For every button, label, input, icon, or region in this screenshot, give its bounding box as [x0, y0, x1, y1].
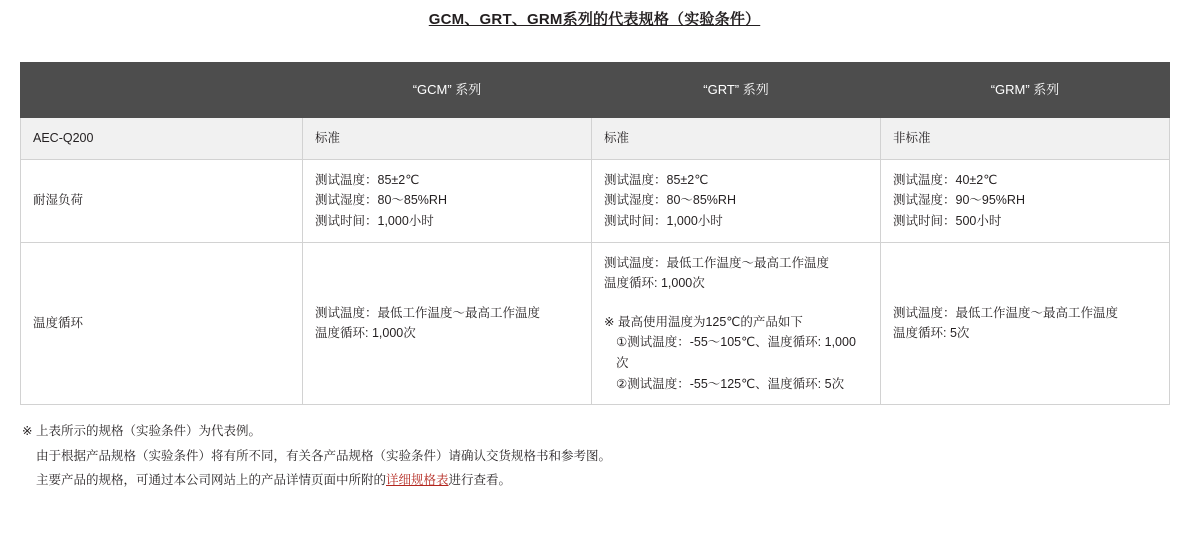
footnote-text-after: 进行查看。	[448, 473, 512, 487]
cell-text: 非标准	[893, 131, 931, 145]
table-row	[21, 118, 1170, 160]
cell-text: 测试温度：最低工作温度〜最高工作温度	[893, 305, 1119, 320]
table-header-row	[21, 63, 1170, 118]
note-item-1: ①测试温度：-55〜105℃、温度循环: 1,000次	[616, 335, 856, 370]
cell-note	[604, 312, 868, 395]
table-header	[21, 63, 1170, 118]
cell-text: 测试温度：最低工作温度〜最高工作温度	[604, 255, 830, 270]
cell-humidity-grm	[881, 159, 1170, 242]
cell-text: 标准	[604, 131, 630, 145]
cell-cycle-gcm	[303, 242, 592, 405]
footnote-line-1: ※ 上表所示的规格（实验条件）为代表例。	[22, 424, 261, 439]
row-label-aec: AEC-Q200	[21, 118, 303, 160]
cell-text: 测试时间：500小时	[893, 213, 1002, 228]
row-label-humidity-load: 耐湿负荷	[21, 159, 303, 242]
cell-text: 标准	[315, 131, 341, 145]
cell-cycle-grm	[881, 242, 1170, 405]
cell-aec-grt	[592, 118, 881, 160]
cell-text: 温度循环: 1,000次	[315, 326, 416, 341]
row-label-thermal-cycle: 温度循环	[21, 242, 303, 405]
cell-text: 测试湿度：90〜95%RH	[893, 193, 1025, 208]
cell-humidity-gcm	[303, 159, 592, 242]
cell-text: 测试温度：最低工作温度〜最高工作温度	[315, 305, 541, 320]
footnotes	[22, 419, 1169, 492]
column-header-grt: “GRT” 系列	[592, 63, 881, 118]
note-item-2: ②测试温度：-55〜125℃、温度循环: 5次	[616, 376, 845, 391]
cell-humidity-grt	[592, 159, 881, 242]
table-body	[21, 118, 1170, 405]
cell-text: 测试温度：40±2℃	[893, 172, 998, 187]
cell-aec-grm	[881, 118, 1170, 160]
cell-aec-gcm	[303, 118, 592, 160]
table-row	[21, 159, 1170, 242]
footnote-line-2: 由于根据产品规格（实验条件）将有所不同，有关各产品规格（实验条件）请确认交货规格书和参考图。	[36, 448, 612, 463]
cell-text: 温度循环: 5次	[893, 326, 970, 341]
cell-text: 测试湿度：80〜85%RH	[604, 193, 736, 208]
cell-text: 测试湿度：80〜85%RH	[315, 193, 447, 208]
spec-table-wrapper	[20, 62, 1169, 405]
column-header-gcm: “GCM” 系列	[303, 63, 592, 118]
table-row	[21, 242, 1170, 405]
footnote-text-before: 主要产品的规格，可通过本公司网站上的产品详情页面中所附的	[36, 473, 387, 487]
page-title: GCM、GRT、GRM系列的代表规格（实验条件）	[428, 11, 761, 28]
detailed-spec-link[interactable]: 详细规格表	[386, 473, 449, 487]
spec-table	[20, 62, 1170, 405]
column-header-blank	[21, 63, 303, 118]
cell-text: 测试温度：85±2℃	[315, 172, 420, 187]
column-header-grm: “GRM” 系列	[881, 63, 1170, 118]
cell-text: 测试时间：1,000小时	[604, 213, 723, 228]
cell-text: 测试时间：1,000小时	[315, 213, 434, 228]
cell-cycle-grt	[592, 242, 881, 405]
cell-text: 测试温度：85±2℃	[604, 172, 709, 187]
footnote-line-3	[22, 468, 1169, 492]
cell-text: 温度循环: 1,000次	[604, 276, 705, 291]
note-heading: ※ 最高使用温度为125℃的产品如下	[604, 314, 803, 329]
